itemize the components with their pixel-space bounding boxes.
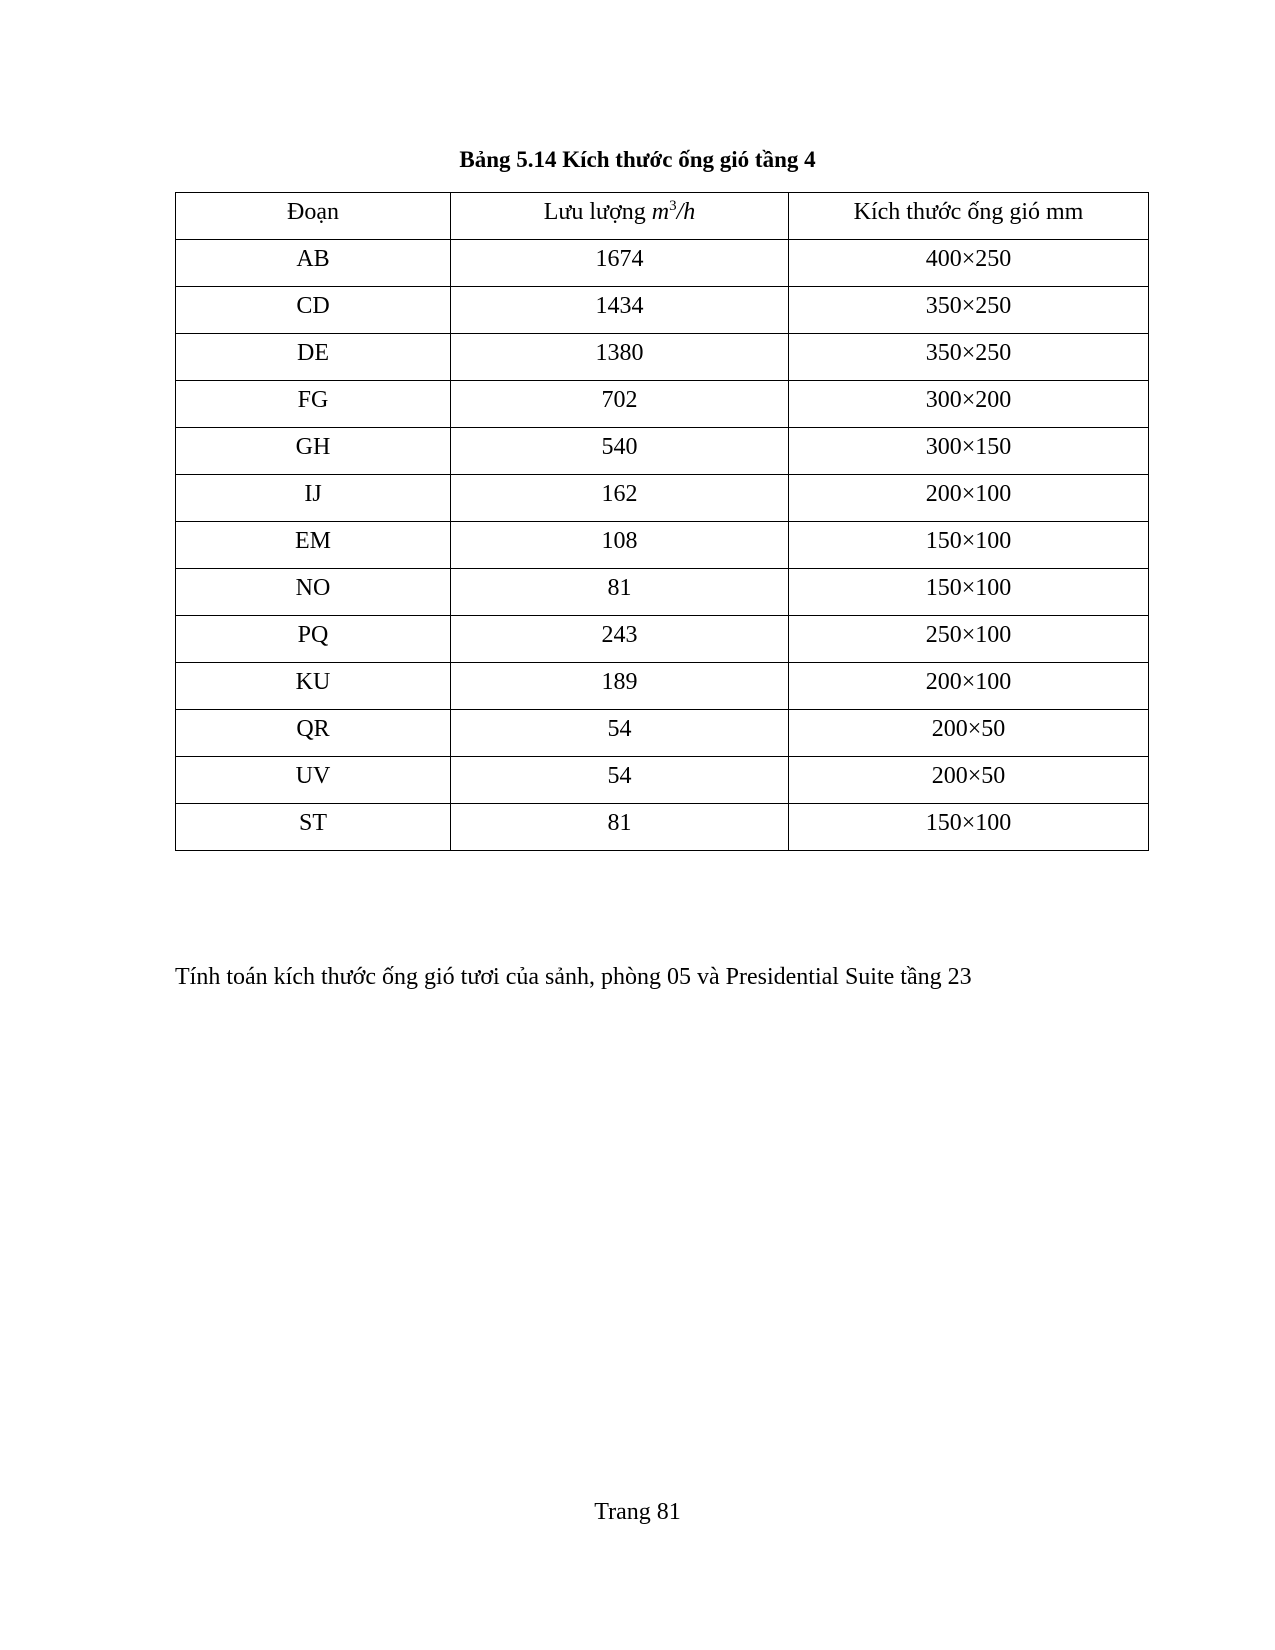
cell-flow: 189: [451, 663, 789, 710]
table-row: [176, 381, 1149, 428]
table-row: [176, 616, 1149, 663]
cell-flow: 540: [451, 428, 789, 475]
cell-flow: 1674: [451, 240, 789, 287]
flow-unit-rest: /h: [676, 199, 696, 225]
cell-flow: 702: [451, 381, 789, 428]
table-body: [176, 240, 1149, 851]
table-row: [176, 710, 1149, 757]
table-row: [176, 804, 1149, 851]
table-row: [176, 475, 1149, 522]
cell-size: 350×250: [789, 287, 1149, 334]
cell-segment: DE: [176, 334, 451, 381]
flow-unit-m: m: [651, 199, 670, 225]
cell-size: 150×100: [789, 522, 1149, 569]
cell-segment: IJ: [176, 475, 451, 522]
table-row: [176, 287, 1149, 334]
cell-size: 350×250: [789, 334, 1149, 381]
cell-flow: 108: [451, 522, 789, 569]
cell-size: 200×100: [789, 663, 1149, 710]
cell-segment: ST: [176, 804, 451, 851]
cell-flow: 81: [451, 569, 789, 616]
cell-size: 200×50: [789, 710, 1149, 757]
cell-size: 200×100: [789, 475, 1149, 522]
table-row: [176, 663, 1149, 710]
table-row: [176, 569, 1149, 616]
cell-segment: UV: [176, 757, 451, 804]
cell-size: 300×150: [789, 428, 1149, 475]
cell-flow: 81: [451, 804, 789, 851]
page-number: Trang 81: [594, 1499, 681, 1525]
cell-segment: AB: [176, 240, 451, 287]
cell-segment: KU: [176, 663, 451, 710]
table-header-row: [176, 193, 1149, 240]
cell-segment: GH: [176, 428, 451, 475]
cell-segment: NO: [176, 569, 451, 616]
header-flow-label: Lưu lượng: [543, 199, 646, 225]
cell-flow: 162: [451, 475, 789, 522]
table-row: [176, 757, 1149, 804]
flow-unit-exponent: 3: [669, 198, 677, 214]
header-size: Kích thước ống gió mm: [789, 193, 1149, 240]
cell-segment: FG: [176, 381, 451, 428]
table-row: [176, 334, 1149, 381]
cell-size: 400×250: [789, 240, 1149, 287]
body-paragraph: Tính toán kích thước ống gió tươi của sảnh, phòng 05 và Presidential Suite tầng 23: [175, 964, 972, 990]
cell-flow: 1380: [451, 334, 789, 381]
flow-unit: [652, 199, 696, 225]
cell-size: 200×50: [789, 757, 1149, 804]
table-row: [176, 522, 1149, 569]
cell-flow: 243: [451, 616, 789, 663]
cell-size: 150×100: [789, 804, 1149, 851]
table-row: [176, 240, 1149, 287]
cell-segment: QR: [176, 710, 451, 757]
cell-flow: 54: [451, 757, 789, 804]
table-caption: Bảng 5.14 Kích thước ống gió tầng 4: [459, 147, 816, 172]
duct-size-table: [175, 192, 1149, 851]
cell-flow: 1434: [451, 287, 789, 334]
table-row: [176, 428, 1149, 475]
cell-segment: EM: [176, 522, 451, 569]
cell-size: 150×100: [789, 569, 1149, 616]
cell-flow: 54: [451, 710, 789, 757]
header-segment: Đoạn: [176, 193, 451, 240]
cell-size: 300×200: [789, 381, 1149, 428]
header-flow: [451, 193, 789, 240]
cell-segment: PQ: [176, 616, 451, 663]
cell-segment: CD: [176, 287, 451, 334]
cell-size: 250×100: [789, 616, 1149, 663]
